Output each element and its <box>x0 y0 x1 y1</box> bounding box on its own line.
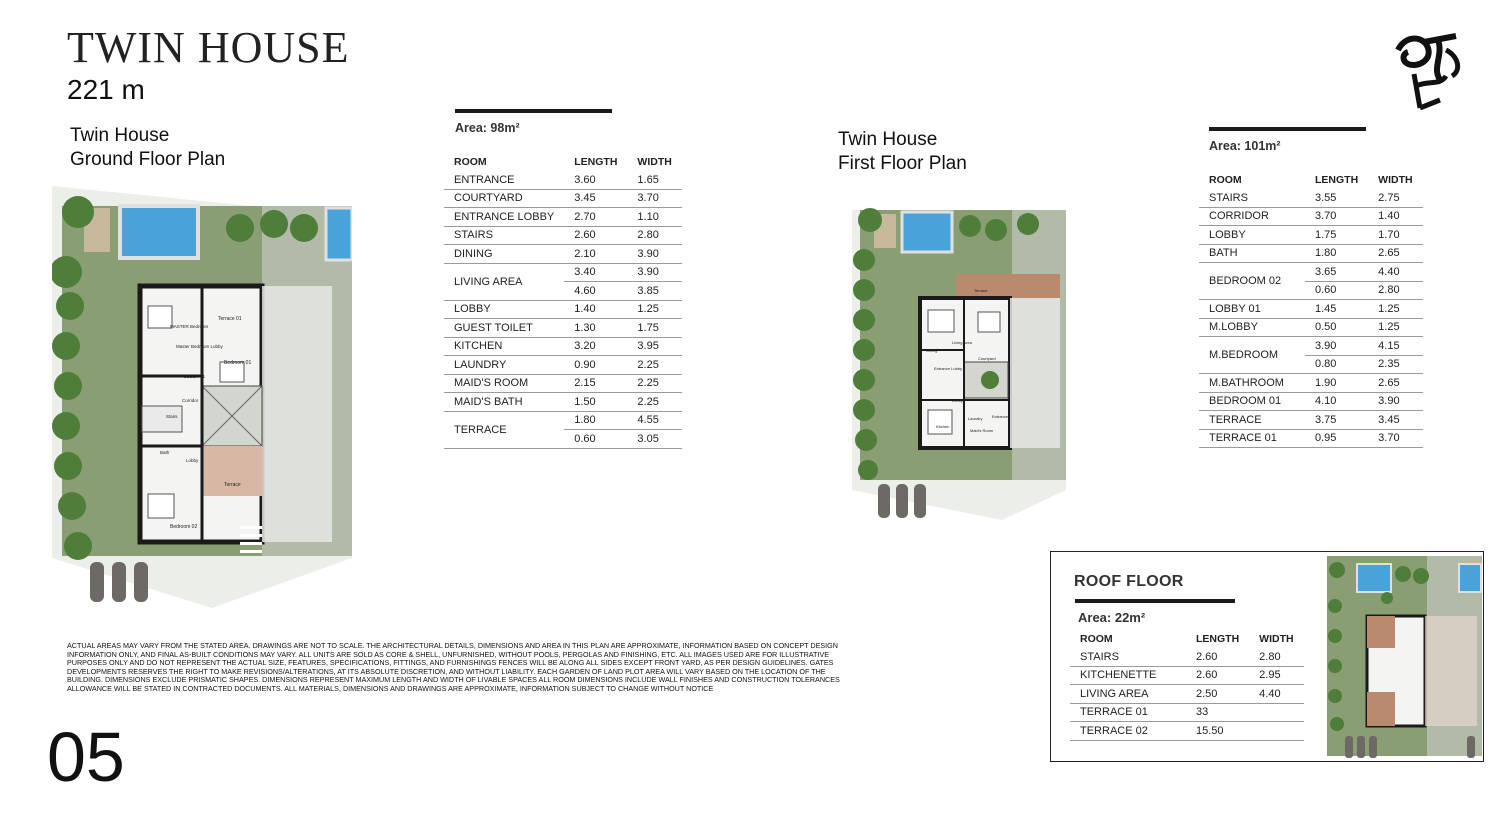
brand-logo <box>1394 30 1466 110</box>
roof-floor-plan <box>1327 556 1482 760</box>
cell-room: LIVING AREA <box>1070 685 1186 704</box>
cell-length: 0.95 <box>1305 429 1368 448</box>
table-row <box>1199 189 1423 207</box>
col-width: WIDTH <box>1259 633 1294 645</box>
cell-width: 1.40 <box>1368 207 1422 226</box>
cell-length: 0.50 <box>1305 318 1368 337</box>
table-row <box>1199 429 1423 448</box>
cell-width: 4.15 <box>1368 337 1422 356</box>
cell-width: 3.70 <box>1368 429 1422 448</box>
table-row <box>1199 207 1423 226</box>
first-area-label: Area: 101m² <box>1209 139 1281 153</box>
cell-length: 1.80 <box>564 411 627 430</box>
ff-label-entrance: Entrance <box>992 414 1009 419</box>
cell-length: 3.40 <box>564 263 627 282</box>
ground-table-header <box>444 153 682 171</box>
cell-length: 33 <box>1186 703 1249 722</box>
plan-label-bath: Bath <box>160 450 170 455</box>
table-row <box>1070 648 1304 666</box>
cell-width: 4.55 <box>627 411 681 430</box>
first-table <box>1199 171 1423 448</box>
table-row <box>1199 337 1423 356</box>
cell-width: 2.80 <box>627 226 681 245</box>
col-length: LENGTH <box>574 156 618 168</box>
cell-room: STAIRS <box>1199 189 1305 207</box>
cell-length: 4.10 <box>1305 392 1368 411</box>
cell-room: LOBBY <box>444 300 564 319</box>
cell-length: 15.50 <box>1186 722 1249 741</box>
first-table-header <box>1199 171 1423 189</box>
cell-width: 1.25 <box>1368 318 1422 337</box>
cell-room: STAIRS <box>444 226 564 245</box>
roof-area-bar <box>1075 599 1235 603</box>
cell-width: 1.25 <box>627 300 681 319</box>
cell-room: DINING <box>444 245 564 264</box>
cell-room: CORRIDOR <box>1199 207 1305 226</box>
cell-length: 2.60 <box>1186 666 1249 685</box>
plan-label-bedroom-m: MASTER Bedroom <box>170 324 209 329</box>
roof-table <box>1070 630 1304 741</box>
cell-width: 3.85 <box>627 282 681 301</box>
cell-length: 2.50 <box>1186 685 1249 704</box>
first-caption-line1: Twin House <box>838 129 938 150</box>
cell-length: 3.90 <box>1305 337 1368 356</box>
roof-floor-panel <box>1050 551 1484 762</box>
cell-width: 3.70 <box>627 189 681 208</box>
cell-width: 2.65 <box>1368 374 1422 393</box>
cell-room: GUEST TOILET <box>444 319 564 338</box>
cell-room: STAIRS <box>1070 648 1186 666</box>
cell-length: 1.45 <box>1305 300 1368 319</box>
cell-length: 1.75 <box>1305 226 1368 245</box>
roof-floor-title: ROOF FLOOR <box>1074 573 1184 590</box>
first-caption-line2: First Floor Plan <box>838 153 967 174</box>
first-floor-table <box>1199 171 1423 448</box>
cell-room: LAUNDRY <box>444 356 564 375</box>
table-row <box>1070 685 1304 704</box>
cell-room: BEDROOM 02 <box>1199 263 1305 300</box>
ff-label-entrance-lobby: Entrance Lobby <box>934 366 963 371</box>
cell-width: 1.70 <box>1368 226 1422 245</box>
table-row <box>1070 666 1304 685</box>
col-room: ROOM <box>454 156 487 168</box>
table-row <box>1199 300 1423 319</box>
cell-room: TERRACE 01 <box>1070 703 1186 722</box>
cell-width: 2.35 <box>1368 355 1422 374</box>
cell-length: 0.90 <box>564 356 627 375</box>
ff-label-living: Living Area <box>952 340 972 345</box>
ground-caption-line2: Ground Floor Plan <box>70 149 226 170</box>
col-width: WIDTH <box>637 156 672 168</box>
cell-width: 3.90 <box>627 263 681 282</box>
cell-width: 4.40 <box>1249 685 1303 704</box>
cell-length: 0.60 <box>1305 281 1368 300</box>
ground-floor-plan <box>52 176 352 608</box>
cell-length: 3.60 <box>564 171 627 189</box>
cell-room: LIVING AREA <box>444 263 564 300</box>
disclaimer-text: ACTUAL AREAS MAY VARY FROM THE STATED AREA. DRAWINGS ARE NOT TO SCALE. THE ARCHITECTURAL DETAILS, DIMENSIONS AND AREA IN THIS PLAN ARE APPROXIMATE, INFORMATION BASED ON CONCEPT DESIGN INFORMATION ONLY, AND FINAL AS-BUILT CONDITIONS MAY VARY. ALL UNITS ARE SOLD AS CORE & SHELL, UNFURNISHED, WITHOUT POOLS, PERGOLAS AND FINISHING, ETC. ALL IMAGES USED ARE FOR ILLUSTRATIVE PURPOSES ONLY AND DO NOT REPRESENT THE ACTUAL SIZE, FEATURES, SPECIFICATIONS, FITTINGS, AND FURNISHINGS FENCES WILL BE ALONG ALL SIDES EXCEPT FRONT YARD, AS PER DESIGN GUIDELINES. GATES DEVELOPMENTS RESERVES THE RIGHT TO MAKE REVISIONS/ALTERATIONS, AT ITS ABSOLUTE DISCRETION, AND WITHOUT LIABILITY. EACH GARDEN OF LAND PLOT AREA WILL VARY BASED ON THE LOCATION OF THE BUILDING. DIMENSIONS EXCLUDE PRISMATIC SHAPES. DIMENSIONS REPRESENT MAXIMUM LENGTH AND WIDTH OF LIVABLE SPACES ALL ROOM DIMENSIONS INCLUDE WALL FINISHES AND CONSTRUCTION TOLERANCES ALLOWANCE WILL BE STATED IN CONTRACTED DOCUMENTS. ALL MATERIALS, DIMENSIONS AND DRAWINGS ARE APPROXIMATE, INFORMATION SUBJECT TO CHANGE WITHOUT NOTICE <box>67 641 840 693</box>
cell-length: 2.60 <box>564 226 627 245</box>
table-row <box>1070 722 1304 741</box>
cell-width: 2.95 <box>1249 666 1303 685</box>
cell-width: 1.25 <box>1368 300 1422 319</box>
cell-room: ENTRANCE LOBBY <box>444 208 564 227</box>
cell-room: KITCHEN <box>444 337 564 356</box>
col-room: ROOM <box>1080 633 1113 645</box>
cell-width: 2.65 <box>1368 244 1422 263</box>
cell-length: 3.45 <box>564 189 627 208</box>
table-row <box>1070 703 1304 722</box>
page-title: TWIN HOUSE <box>67 23 350 72</box>
ff-label-courtyard: Courtyard <box>978 356 996 361</box>
cell-room: TERRACE 01 <box>1199 429 1305 448</box>
table-row <box>1199 374 1423 393</box>
roof-floor-table <box>1070 630 1304 741</box>
cell-length: 2.15 <box>564 374 627 393</box>
table-row <box>444 300 682 319</box>
cell-room: TERRACE <box>1199 411 1305 430</box>
col-width: WIDTH <box>1378 174 1413 186</box>
table-row <box>444 226 682 245</box>
cell-length: 3.20 <box>564 337 627 356</box>
cell-width: 2.80 <box>1249 648 1303 666</box>
col-room: ROOM <box>1209 174 1242 186</box>
ff-label-lobby: Lobby <box>952 398 963 403</box>
cell-length: 1.80 <box>1305 244 1368 263</box>
col-length: LENGTH <box>1196 633 1240 645</box>
cell-width <box>1249 722 1303 741</box>
cell-width: 4.40 <box>1368 263 1422 282</box>
table-row <box>1199 318 1423 337</box>
cell-length: 3.55 <box>1305 189 1368 207</box>
cell-room: MAID'S ROOM <box>444 374 564 393</box>
cell-length: 4.60 <box>564 282 627 301</box>
table-row <box>444 411 682 430</box>
cell-width: 2.80 <box>1368 281 1422 300</box>
cell-width: 1.65 <box>627 171 681 189</box>
table-row <box>444 245 682 264</box>
plan-label-lobby01: LOBBY 01 <box>184 374 206 379</box>
cell-width: 2.25 <box>627 356 681 375</box>
cell-width: 3.95 <box>627 337 681 356</box>
cell-width: 3.90 <box>627 245 681 264</box>
plan-label-bedroom01: Bedroom 01 <box>224 360 252 366</box>
cell-length: 3.65 <box>1305 263 1368 282</box>
first-area-bar <box>1209 127 1366 131</box>
cell-length: 1.40 <box>564 300 627 319</box>
ground-floor-caption <box>70 124 225 172</box>
unit-size: 221 m <box>67 74 145 105</box>
ff-label-dining: Dining <box>926 348 938 353</box>
cell-room: TERRACE 02 <box>1070 722 1186 741</box>
cell-length: 2.70 <box>564 208 627 227</box>
table-row <box>1199 226 1423 245</box>
col-length: LENGTH <box>1315 174 1359 186</box>
ground-area-bar <box>455 109 612 113</box>
cell-room: COURTYARD <box>444 189 564 208</box>
cell-room: ENTRANCE <box>444 171 564 189</box>
table-row <box>444 319 682 338</box>
cell-room: M.BATHROOM <box>1199 374 1305 393</box>
cell-width: 2.25 <box>627 393 681 412</box>
cell-room: BATH <box>1199 244 1305 263</box>
ff-label-kitchen: Kitchen <box>936 424 950 429</box>
cell-width: 3.90 <box>1368 392 1422 411</box>
cell-room: BEDROOM 01 <box>1199 392 1305 411</box>
table-row <box>1199 263 1423 282</box>
cell-width: 2.25 <box>627 374 681 393</box>
cell-room: M.BEDROOM <box>1199 337 1305 374</box>
cell-width: 2.75 <box>1368 189 1422 207</box>
table-row <box>444 374 682 393</box>
plan-label-master-lobby: Master Bedroom Lobby <box>176 344 223 349</box>
cell-room: M.LOBBY <box>1199 318 1305 337</box>
table-row <box>1199 392 1423 411</box>
cell-width <box>1249 703 1303 722</box>
cell-length: 0.60 <box>564 430 627 449</box>
cell-length: 3.70 <box>1305 207 1368 226</box>
cell-room: TERRACE <box>444 411 564 448</box>
first-floor-caption <box>838 128 967 176</box>
cell-length: 3.75 <box>1305 411 1368 430</box>
cell-room: LOBBY 01 <box>1199 300 1305 319</box>
cell-width: 3.05 <box>627 430 681 449</box>
plan-label-lobby: Lobby <box>186 458 199 463</box>
ground-table <box>444 153 682 449</box>
first-floor-plan <box>852 190 1066 522</box>
table-row <box>444 337 682 356</box>
cell-length: 0.80 <box>1305 355 1368 374</box>
plan-label-stairs: Stairs <box>166 414 178 419</box>
roof-area-label: Area: 22m² <box>1078 610 1146 625</box>
page-number: 05 <box>47 718 125 796</box>
cell-length: 1.50 <box>564 393 627 412</box>
plan-label-bedroom02: Bedroom 02 <box>170 524 198 530</box>
cell-room: LOBBY <box>1199 226 1305 245</box>
table-row <box>444 393 682 412</box>
cell-room: KITCHENETTE <box>1070 666 1186 685</box>
cell-length: 1.30 <box>564 319 627 338</box>
ground-caption-line1: Twin House <box>70 125 170 146</box>
cell-width: 1.75 <box>627 319 681 338</box>
table-row <box>444 208 682 227</box>
cell-length: 2.10 <box>564 245 627 264</box>
cell-length: 2.60 <box>1186 648 1249 666</box>
ff-label-laundry: Laundry <box>968 416 983 421</box>
cell-length: 1.90 <box>1305 374 1368 393</box>
ground-area-label: Area: 98m² <box>455 121 520 135</box>
table-row <box>444 189 682 208</box>
ff-label-maid-room: Maid's Room <box>970 428 994 433</box>
table-row <box>444 171 682 189</box>
cell-width: 1.10 <box>627 208 681 227</box>
cell-room: MAID'S BATH <box>444 393 564 412</box>
ff-label-terrace: Terrace <box>974 288 988 293</box>
plan-label-terrace: Terrace <box>224 482 241 488</box>
table-row <box>1199 411 1423 430</box>
table-row <box>444 356 682 375</box>
plan-label-terrace01: Terrace 01 <box>218 316 242 322</box>
table-row <box>1199 244 1423 263</box>
table-row <box>444 263 682 282</box>
ground-floor-table <box>444 153 682 449</box>
roof-table-header <box>1070 630 1304 648</box>
cell-width: 3.45 <box>1368 411 1422 430</box>
plan-label-corridor: Corridor <box>182 398 199 403</box>
